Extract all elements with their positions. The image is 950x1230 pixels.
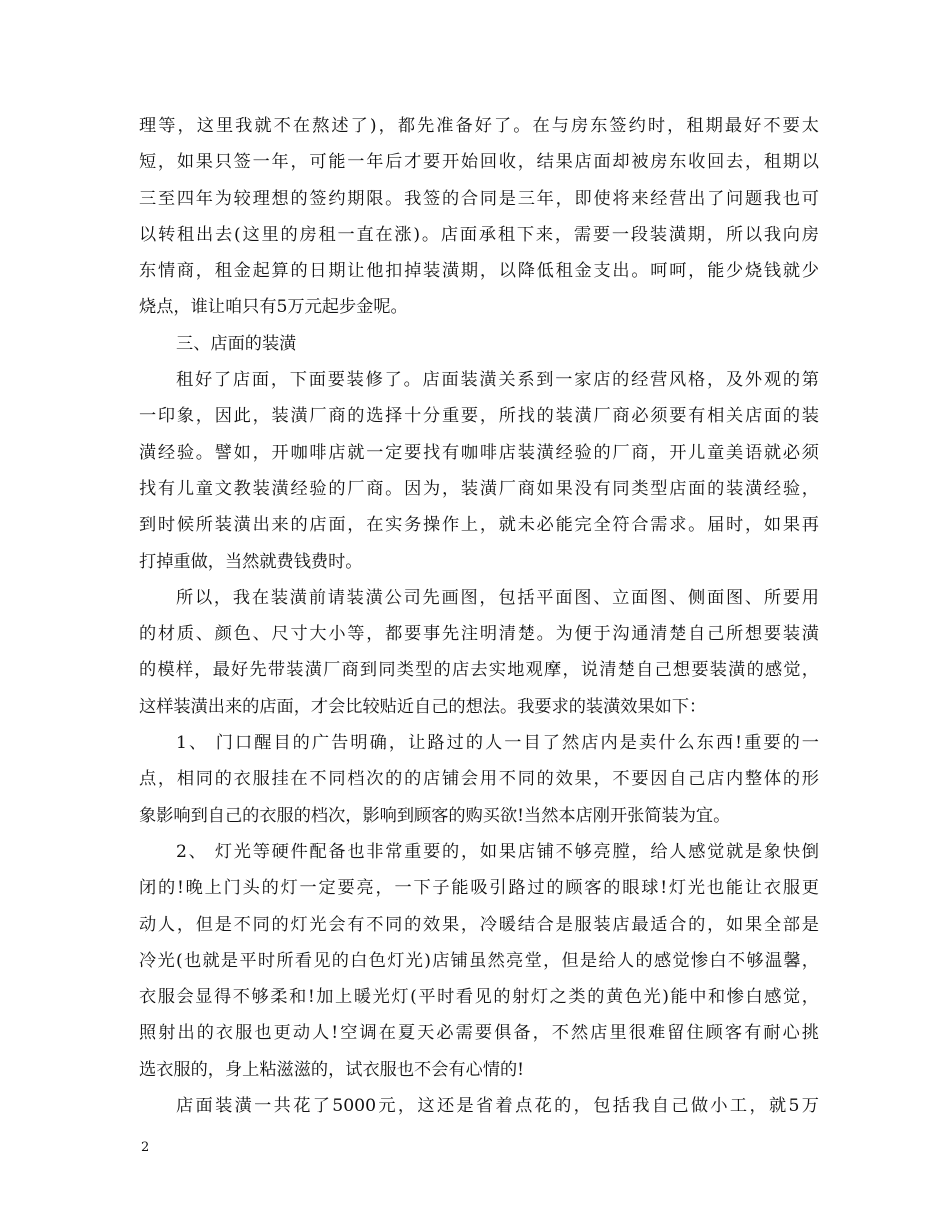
text-line: 选衣服的，身上粘滋滋的，试衣服也不会有心情的! <box>139 1059 525 1080</box>
text-line: 冷光(也就是平时所看见的白色灯光)店铺虽然亮堂，但是给人的感觉惨白不够温馨， <box>139 950 819 971</box>
text-line: 衣服会显得不够柔和!加上暖光灯(平时看见的射灯之类的黄色光)能中和惨白感觉， <box>139 987 819 1008</box>
text-line: 烧点，谁让咱只有5万元起步金呢。 <box>139 297 408 318</box>
text-line: 以转租出去(这里的房租一直在涨)。店面承租下来，需要一段装潢期，所以我向房 <box>139 224 819 245</box>
text-line: 潢经验。譬如，开咖啡店就一定要找有咖啡店装潢经验的厂商，开儿童美语就必须 <box>139 442 819 463</box>
text-line: 闭的!晚上门头的灯一定要亮，一下子能吸引路过的顾客的眼球!灯光也能让衣服更 <box>139 878 819 899</box>
text-line: 打掉重做，当然就费钱费时。 <box>139 551 363 572</box>
list-item-1: 1、 门口醒目的广告明确，让路过的人一目了然店内是卖什么东西!重要的一 <box>176 733 819 754</box>
text-line: 东情商，租金起算的日期让他扣掉装潢期，以降低租金支出。呵呵，能少烧钱就少 <box>139 261 819 282</box>
text-line: 的模样，最好先带装潢厂商到同类型的店去实地观摩，说清楚自己想要装潢的感觉， <box>139 660 819 681</box>
text-line: 三至四年为较理想的签约期限。我签的合同是三年，即使将来经营出了问题我也可 <box>139 188 819 209</box>
section-heading: 三、店面的装潢 <box>176 333 297 354</box>
text-line: 的材质、颜色、尺寸大小等，都要事先注明清楚。为便于沟通清楚自己所想要装潢 <box>139 624 819 645</box>
body-text <box>139 108 819 1124</box>
text-line: 象影响到自己的衣服的档次，影响到顾客的购买欲!当然本店刚开张简装为宜。 <box>139 805 731 826</box>
page-number: 2 <box>141 1140 150 1155</box>
text-line: 这样装潢出来的店面，才会比较贴近自己的想法。我要求的装潢效果如下： <box>139 696 707 717</box>
text-line: 店面装潢一共花了5000元，这还是省着点花的，包括我自己做小工，就5万 <box>176 1096 819 1117</box>
text-line: 理等，这里我就不在熬述了)，都先准备好了。在与房东签约时，租期最好不要太 <box>139 116 819 136</box>
text-line: 点，相同的衣服挂在不同档次的的店铺会用不同的效果，不要因自己店内整体的形 <box>139 769 819 790</box>
text-line: 动人，但是不同的灯光会有不同的效果，冷暖结合是服装店最适合的，如果全部是 <box>139 914 819 935</box>
text-line: 到时候所装潢出来的店面，在实务操作上，就未必能完全符合需求。届时，如果再 <box>139 515 819 536</box>
list-item-2: 2、 灯光等硬件配备也非常重要的，如果店铺不够亮膛，给人感觉就是象快倒 <box>176 841 819 862</box>
text-line: 所以，我在装潢前请装潢公司先画图，包括平面图、立面图、侧面图、所要用 <box>176 587 819 608</box>
text-line: 一印象，因此，装潢厂商的选择十分重要，所找的装潢厂商必须要有相关店面的装 <box>139 406 819 427</box>
text-line: 照射出的衣服也更动人!空调在夏天必需要俱备，不然店里很难留住顾客有耐心挑 <box>139 1023 819 1044</box>
text-line: 找有儿童文教装潢经验的厂商。因为，装潢厂商如果没有同类型店面的装潢经验， <box>139 478 819 499</box>
text-line: 短，如果只签一年，可能一年后才要开始回收，结果店面却被房东收回去，租期以 <box>139 152 819 173</box>
text-line: 租好了店面，下面要装修了。店面装潢关系到一家店的经营风格，及外观的第 <box>176 370 819 391</box>
